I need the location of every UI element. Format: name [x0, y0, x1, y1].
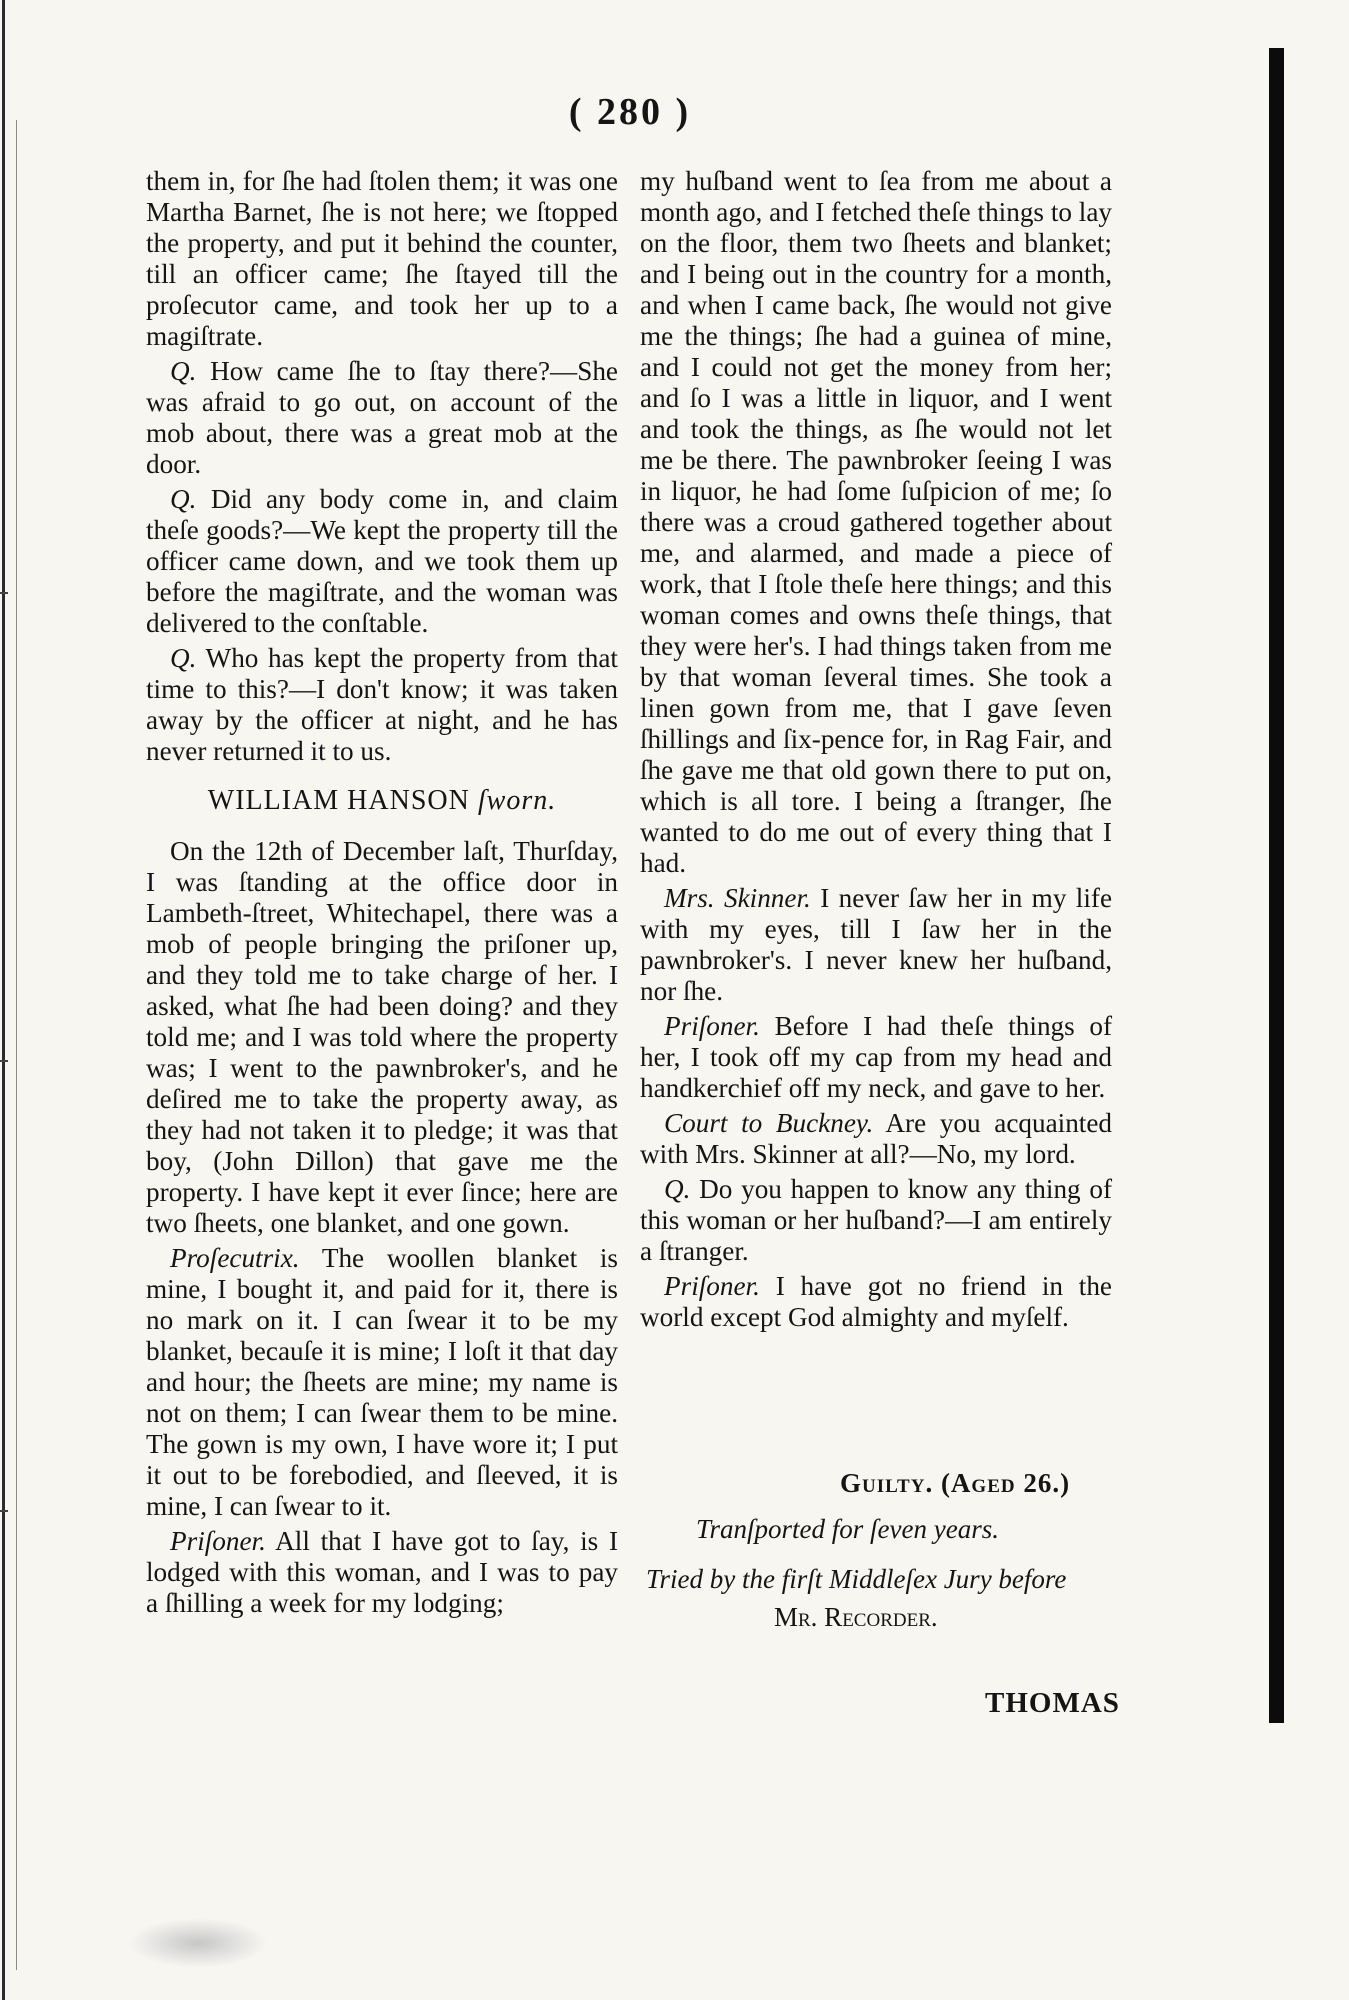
question-marker: Q. [170, 484, 197, 514]
question-paragraph: Q. Who has kept the property from that time to this?—I don't know; it was taken away by the officer at night, and he has never returned it to us. [146, 643, 618, 766]
speaker-label: Priſoner. [664, 1271, 760, 1301]
witness-heading: WILLIAM HANSON ſworn. [207, 785, 557, 816]
question-marker: Q. [664, 1174, 691, 1204]
testimony-paragraph: On the 12th of December laſt, Thurſday, I was ſtanding at the office door in Lambeth-ſtreet, Whitechapel, there was a mob of people bringing the priſoner up, and they told me to take charge of her. I asked, what ſhe had been doing? and they told me; and I was told where the property was; I went to the pawnbroker's, and he deſired me to take the property away, as they had not taken it to pledge; it was that boy, (John Dillon) that gave me the property. I have kept it ever ſince; here are two ſheets, one blanket, and one gown. [146, 836, 618, 1238]
verdict-guilty: Guilty. (Aged 26.) [840, 1468, 1071, 1498]
scan-smudge [128, 1918, 268, 1968]
page-number: ( 280 ) [568, 91, 692, 133]
speaker-paragraph: Priſoner. Before I had theſe things of her, I took off my cap from my head and handkerchief off my neck, and gave to her. [640, 1011, 1112, 1103]
page-binding-edge [2, 0, 5, 2000]
paragraph: them in, for ſhe had ſtolen them; it was one Martha Barnet, ſhe is not here; we ſtopped the property, and put it behind the counter, till an officer came; ſhe ſtayed till the proſecutor came, and took her up to a magiſtrate. [146, 166, 618, 351]
page-margin-line [16, 120, 17, 1970]
verdict-sentence: Tranſported for ſeven years. [696, 1514, 999, 1544]
paragraph: my huſband went to ſea from me about a month ago, and I fetched theſe things to lay on the floor, them two ſheets and blanket; and I being out in the country for a month, and when I came back, ſhe would not give me the things; ſhe had a guinea of mine, and I could not get the money from her; and ſo I was a little in liquor, and I went and took the things, as ſhe would not let me be there. The pawnbroker ſeeing I was in liquor, he had ſome ſuſpicion of me; ſo there was a croud gathered together about me, and alarmed, and made a piece of work, that I ſtole theſe here things; and this woman comes and owns theſe things, that they were her's. I had things taken from me by that woman ſeveral times. She took a linen gown from me, that I gave ſeven ſhillings and ſix-pence for, in Rag Fair, and ſhe gave me that old gown there to put on, which is all tore. I being a ſtranger, ſhe wanted to do me out of every thing that I had. [640, 166, 1112, 878]
question-paragraph: Q. How came ſhe to ſtay there?—She was afraid to go out, on account of the mob about, there was a great mob at the door. [146, 356, 618, 479]
page-right-edge-bar [1269, 48, 1284, 1723]
right-column [640, 166, 1112, 1337]
margin-mark [0, 592, 8, 594]
margin-mark [0, 1510, 8, 1512]
question-marker: Q. [170, 643, 197, 673]
speaker-paragraph: Priſoner. All that I have got to ſay, is I lodged with this woman, and I was to pay a ſhilling a week for my lodging; [146, 1526, 618, 1618]
left-column [146, 166, 618, 1623]
catchword: THOMAS [985, 1687, 1120, 1719]
speaker-label: Priſoner. [170, 1526, 266, 1556]
speaker-paragraph: Mrs. Skinner. I never ſaw her in my life with my eyes, till I ſaw her in the pawnbroker's. I never knew her huſband, nor ſhe. [640, 883, 1113, 1006]
verdict-recorder: Mr. Recorder. [774, 1602, 938, 1632]
speaker-label: Proſecutrix. [170, 1243, 300, 1273]
question-paragraph: Q. Did any body come in, and claim theſe goods?—We kept the property till the officer came down, and we took them up before the magiſtrate, and the woman was delivered to the conſtable. [146, 484, 619, 638]
question-marker: Q. [170, 356, 197, 386]
speaker-label: Priſoner. [664, 1011, 760, 1041]
verdict-jury-line: Tried by the firſt Middleſex Jury before [646, 1564, 1067, 1594]
margin-mark [0, 1060, 8, 1062]
speaker-paragraph: Priſoner. I have got no friend in the world except God almighty and myſelf. [640, 1271, 1113, 1332]
speaker-paragraph: Proſecutrix. The woollen blanket is mine, I bought it, and paid for it, there is no mark on it. I can ſwear it to be my blanket, becauſe it is mine; I loſt it that day and hour; the ſheets are mine; my name is not on them; I can ſwear them to be mine. The gown is my own, I have wore it; I put it out to be forebodied, and ſleeved, it is mine, I can ſwear to it. [146, 1243, 619, 1521]
question-paragraph: Q. Do you happen to know any thing of this woman or her huſband?—I am entirely a ſtranger. [640, 1174, 1113, 1266]
speaker-paragraph: Court to Buckney. Are you acquainted with Mrs. Skinner at all?—No, my lord. [640, 1108, 1113, 1169]
speaker-label: Mrs. Skinner. [664, 883, 811, 913]
speaker-label: Court to Buckney. [664, 1108, 874, 1138]
